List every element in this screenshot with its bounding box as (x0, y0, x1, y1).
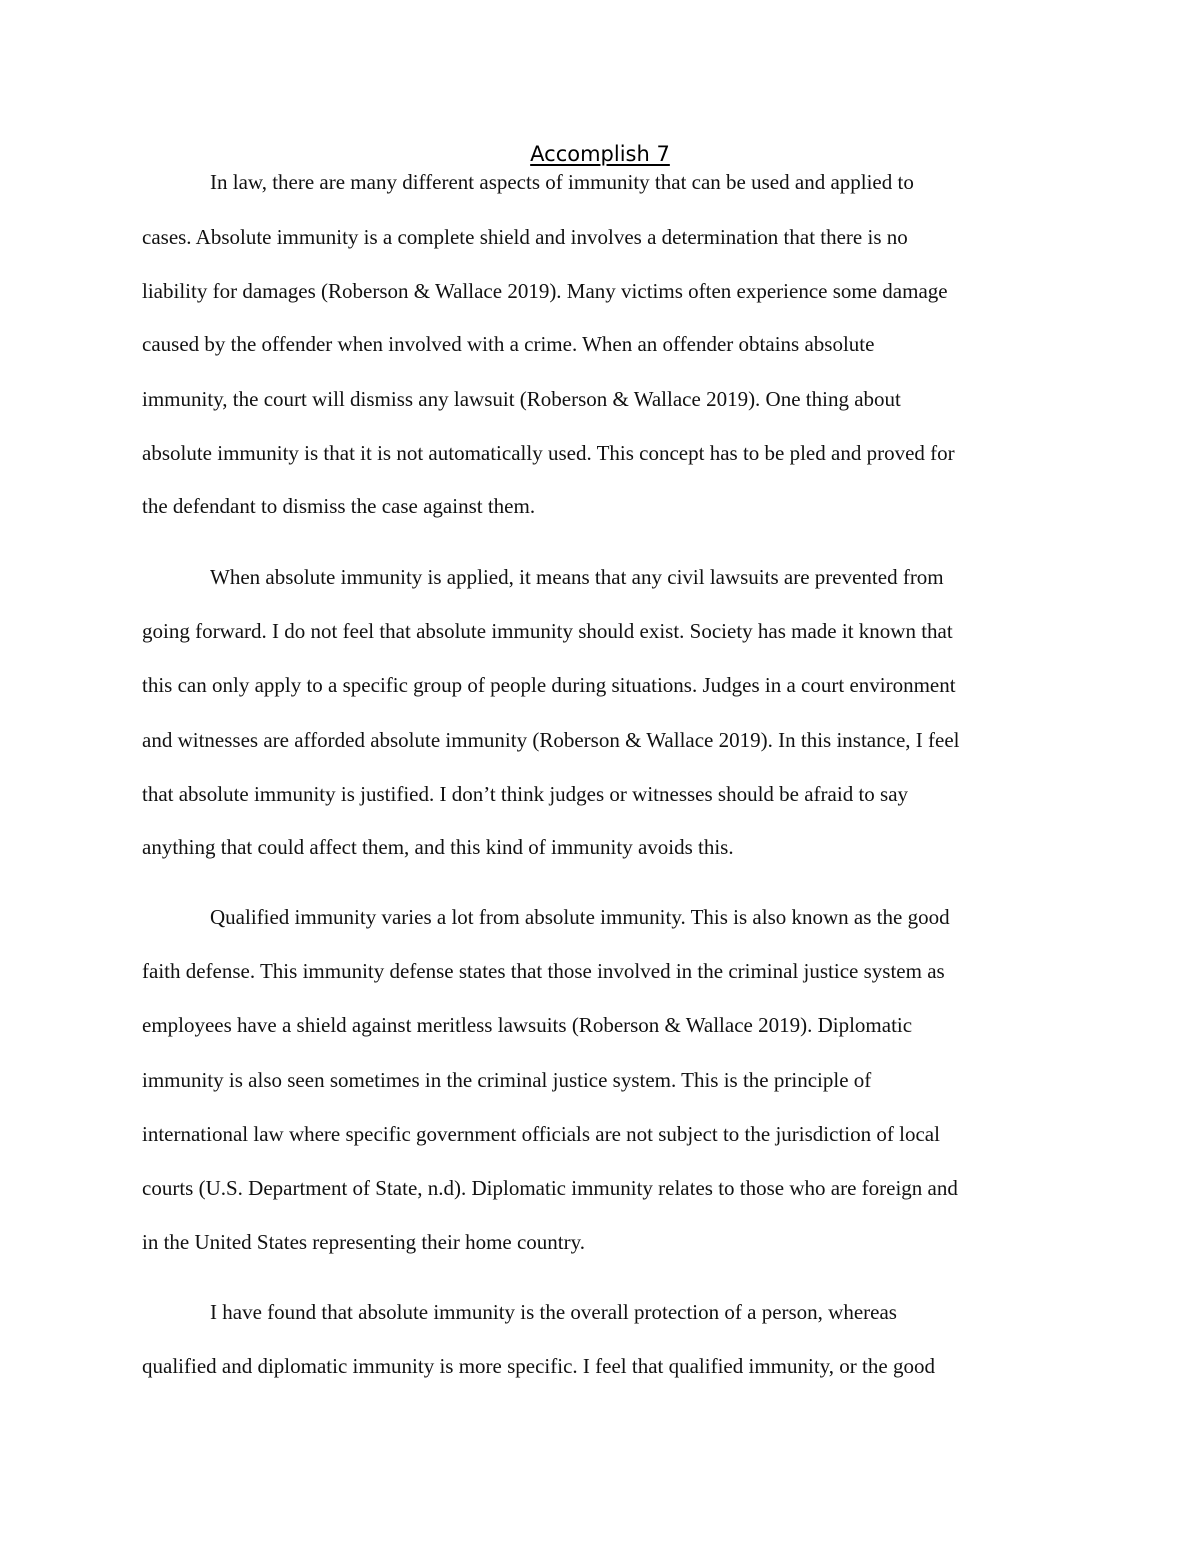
paragraph-1-line-6: absolute immunity is that it is not automatically used. This concept has to be pled and proved for (142, 441, 955, 465)
paragraph-3-line-3: employees have a shield against meritless lawsuits (Roberson & Wallace 2019). Diplomatic (142, 1013, 913, 1037)
paragraph-2-line-4: and witnesses are afforded absolute immunity (Roberson & Wallace 2019). In this instance, I feel (142, 728, 960, 752)
paragraph-4-line-1: I have found that absolute immunity is the overall protection of a person, whereas (210, 1300, 897, 1324)
paragraph-3-line-6: courts (U.S. Department of State, n.d). Diplomatic immunity relates to those who are foreign and (142, 1176, 958, 1200)
paragraph-2-line-1: When absolute immunity is applied, it means that any civil lawsuits are prevented from (210, 565, 944, 589)
paragraph-3-line-5: international law where specific government officials are not subject to the jurisdiction of local (142, 1122, 940, 1146)
document-title: Accomplish 7 (530, 142, 670, 166)
paragraph-1-line-3: liability for damages (Roberson & Wallace 2019). Many victims often experience some damage (142, 279, 948, 303)
paragraph-1-line-2: cases. Absolute immunity is a complete shield and involves a determination that there is no (142, 225, 908, 249)
paragraph-3-line-7: in the United States representing their home country. (142, 1230, 586, 1254)
paragraph-1-line-4: caused by the offender when involved with a crime. When an offender obtains absolute (142, 332, 875, 356)
paragraph-2-line-5: that absolute immunity is justified. I don’t think judges or witnesses should be afraid to say (142, 782, 909, 806)
paragraph-3-line-1: Qualified immunity varies a lot from absolute immunity. This is also known as the good (210, 905, 950, 929)
paragraph-3-line-4: immunity is also seen sometimes in the criminal justice system. This is the principle of (142, 1068, 872, 1092)
paragraph-1-line-5: immunity, the court will dismiss any lawsuit (Roberson & Wallace 2019). One thing about (142, 387, 901, 411)
paragraph-2-line-3: this can only apply to a specific group of people during situations. Judges in a court environment (142, 673, 956, 697)
paragraph-1-line-1: In law, there are many different aspects of immunity that can be used and applied to (210, 170, 914, 194)
paragraph-2-line-6: anything that could affect them, and this kind of immunity avoids this. (142, 835, 734, 859)
paragraph-3-line-2: faith defense. This immunity defense states that those involved in the criminal justice system as (142, 959, 945, 983)
paragraph-2-line-2: going forward. I do not feel that absolute immunity should exist. Society has made it known that (142, 619, 953, 643)
paragraph-1-line-7: the defendant to dismiss the case against them. (142, 494, 536, 518)
paragraph-4-line-2: qualified and diplomatic immunity is more specific. I feel that qualified immunity, or the good (142, 1354, 935, 1378)
